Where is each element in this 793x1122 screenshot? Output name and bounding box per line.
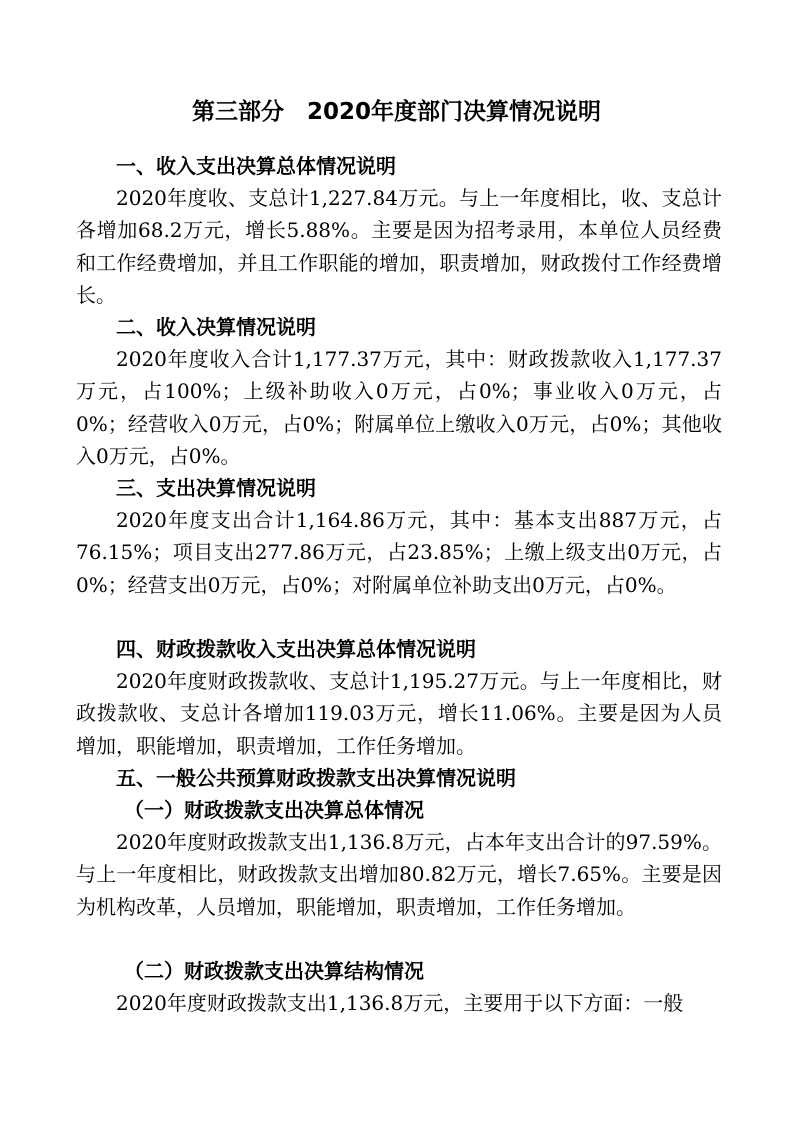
subsection-heading-overall: （一）财政拨款支出决算总体情况 [124, 798, 424, 822]
section-paragraph-expenditure: 2020年度支出合计1,164.86万元，其中：基本支出887万元，占76.15%；项目支出277.86万元，占23.85%；上缴上级支出0万元，占0%；经营支出0万元，占0%；对附属单位补助支出0万元，占0%。 [76, 508, 722, 597]
subsection-heading-structure: （二）财政拨款支出决算结构情况 [124, 959, 424, 983]
section-paragraph-income-expenditure-overview: 2020年度收、支总计1,227.84万元。与上一年度相比，收、支总计各增加68.2万元，增长5.88%。主要是因为招考录用，本单位人员经费和工作经费增加，并且工作职能的增加，职责增加，财政拨付工作经费增长。 [76, 186, 722, 307]
page-title: 第三部分 2020年度部门决算情况说明 [191, 99, 601, 125]
section-heading-income: 二、收入决算情况说明 [116, 315, 316, 339]
section-heading-fiscal-appropriation: 四、财政拨款收入支出决算总体情况说明 [116, 637, 476, 661]
section-heading-income-expenditure-overview: 一、收入支出决算总体情况说明 [116, 154, 396, 178]
subsection-paragraph-overall: 2020年度财政拨款支出1,136.8万元，占本年支出合计的97.59%。与上一年度相比，财政拨款支出增加80.82万元，增长7.65%。主要是因为机构改革，人员增加，职能增加，职责增加，工作任务增加。 [76, 830, 722, 919]
section-heading-expenditure: 三、支出决算情况说明 [116, 476, 316, 500]
subsection-paragraph-structure: 2020年度财政拨款支出1,136.8万元，主要用于以下方面：一般 [116, 991, 684, 1015]
section-paragraph-fiscal-appropriation: 2020年度财政拨款收、支总计1,195.27万元。与上一年度相比，财政拨款收、支总计各增加119.03万元，增长11.06%。主要是因为人员增加，职能增加，职责增加，工作任务增加。 [76, 669, 722, 758]
section-heading-general-public-budget: 五、一般公共预算财政拨款支出决算情况说明 [116, 766, 516, 790]
section-paragraph-income: 2020年度收入合计1,177.37万元，其中：财政拨款收入1,177.37万元，占100%；上级补助收入0万元，占0%；事业收入0万元，占0%；经营收入0万元，占0%；附属单位上缴收入0万元，占0%；其他收入0万元，占0%。 [76, 347, 722, 468]
